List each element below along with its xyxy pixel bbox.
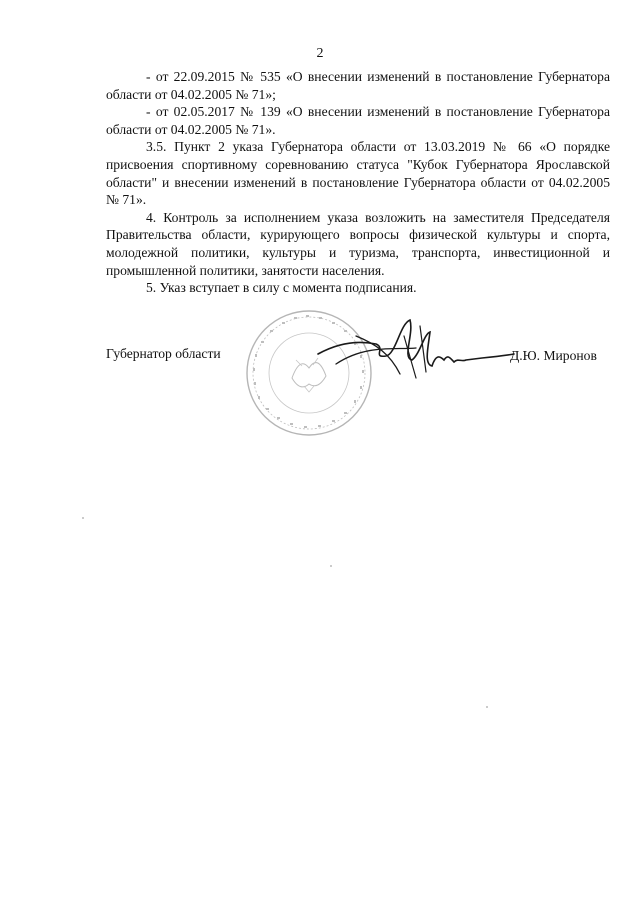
signer-position: Губернатор области — [106, 346, 221, 361]
scan-speck — [330, 565, 332, 567]
signature-block — [0, 300, 640, 440]
document-body — [106, 68, 610, 297]
signer-name: Д.Ю. Миронов — [510, 348, 597, 363]
scan-speck — [486, 706, 488, 708]
paragraph-amendment-2017: - от 02.05.2017 № 139 «О внесении изменений в постановление Губернатора области от 04.02.2005 № 71». — [106, 104, 610, 137]
paragraph-clause-3-5: 3.5. Пункт 2 указа Губернатора области от 13.03.2019 № 66 «О порядке присвоения спортивному соревнованию статуса "Кубок Губернатора Ярославской области" и внесении изменений в постановление Губернатора области от 04.02.2005 № 71». — [106, 139, 610, 208]
paragraph-clause-5: 5. Указ вступает в силу с момента подписания. — [146, 280, 417, 296]
paragraph-clause-4: 4. Контроль за исполнением указа возложить на заместителя Председателя Правительства области, курирующего вопросы физической культуры и спорта, молодежной политики, культуры и туризма, транспорта, инвестиционной и промышленной политики, занятости населения. — [106, 209, 610, 278]
scan-speck — [82, 517, 84, 519]
page-number: 2 — [316, 46, 324, 61]
paragraph-amendment-2015: - от 22.09.2015 № 535 «О внесении изменений в постановление Губернатора области от 04.02.2005 № 71»; — [106, 69, 610, 102]
handwritten-signature-icon — [316, 314, 516, 384]
